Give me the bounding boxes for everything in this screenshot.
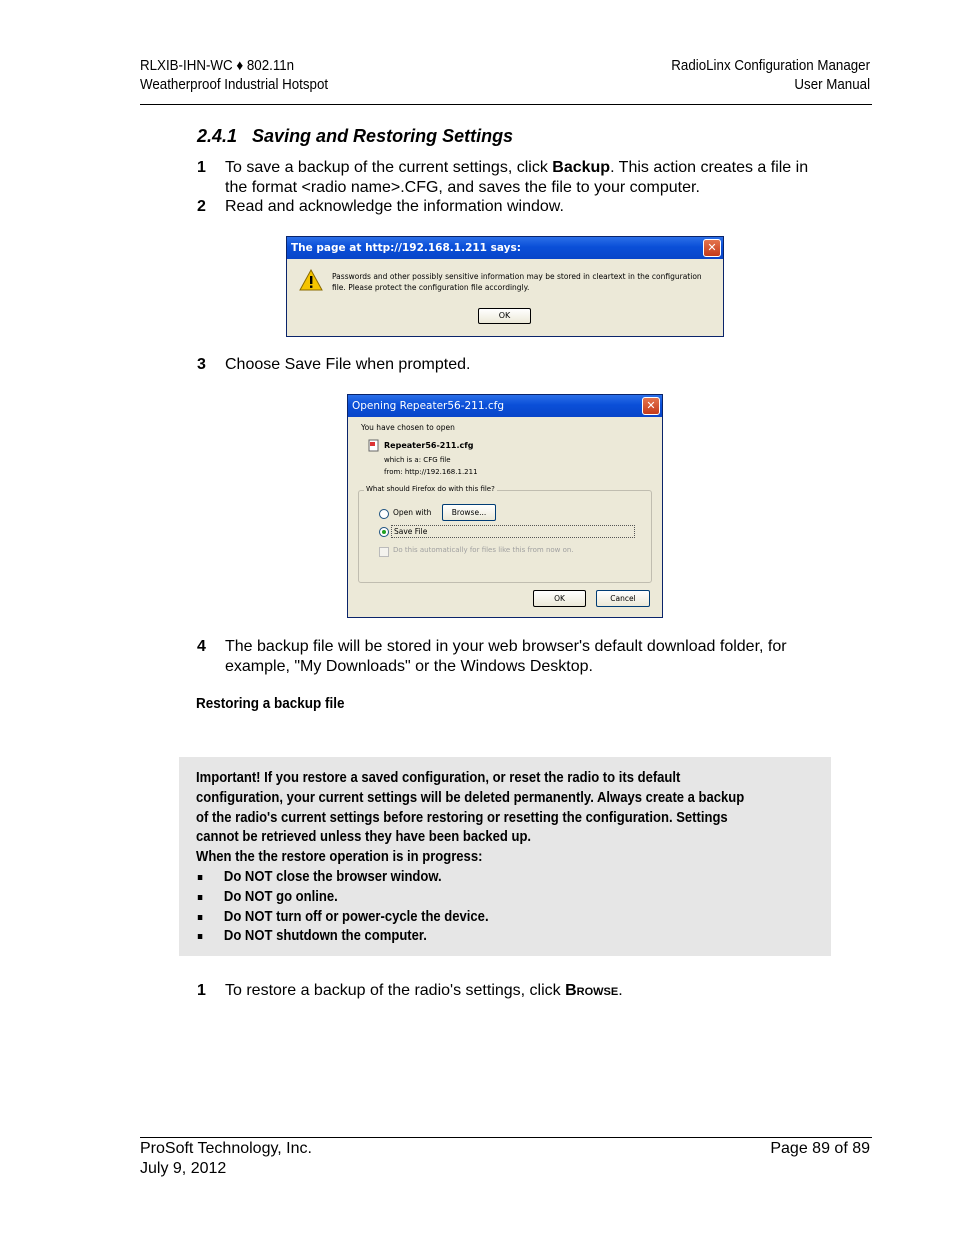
download-dialog [347,394,663,618]
important-lead: When the the restore operation is in progress: [196,849,483,866]
action-group-label: What should Firefox do with this file? [366,485,495,493]
chosen-label: You have chosen to open [361,423,455,432]
save-file-radio[interactable] [379,527,389,537]
important-note [179,757,831,956]
publish-date: July 9, 2012 [140,1159,227,1177]
step-text: To save a backup of the current settings, click Backup. This action creates a file in the format <radio name>.CFG, and saves the file to your computer. [225,159,809,196]
step-1-save [197,158,837,198]
step-number: 1 [197,982,206,999]
running-header-left [140,57,328,95]
ok-button[interactable]: OK [478,308,531,324]
step-number: 2 [197,198,206,215]
step-text: Choose Save File when prompted. [225,356,471,373]
warning-bullet: Do NOT turn off or power-cycle the device. [196,908,754,928]
manual-title: RadioLinx Configuration Manager [671,58,870,74]
save-file-label: Save File [391,525,635,538]
footer-rule [140,1137,872,1138]
step-text: Read and acknowledge the information window. [225,198,564,215]
alert-message: Passwords and other possibly sensitive information may be stored in cleartext in the configuration file. Please protect the configuration file accordingly. [332,272,702,292]
alert-titlebar: The page at http://192.168.1.211 says: [287,237,723,259]
step-number: 1 [197,159,206,176]
warning-bullet: Do NOT shutdown the computer. [196,927,754,947]
warning-bullet: Do NOT close the browser window. [196,868,754,888]
open-with-radio[interactable] [379,509,389,519]
warning-bullet: Do NOT go online. [196,888,754,908]
important-note-text [196,769,754,947]
running-header-right [671,57,870,95]
step-1-restore [197,981,837,1001]
file-icon [368,439,380,452]
download-titlebar: Opening Repeater56-211.cfg [348,395,662,417]
step-4-save [197,637,837,677]
backup-keyword: Backup [552,159,611,176]
filename: Repeater56-211.cfg [384,441,474,450]
open-with-label: Open with [393,508,432,517]
ok-button[interactable]: OK [533,590,586,607]
file-source: from: http://192.168.1.211 [384,468,478,476]
cancel-button[interactable]: Cancel [596,590,650,607]
browse-button[interactable]: Browse... [442,504,496,521]
product-name: Weatherproof Industrial Hotspot [140,77,329,93]
manual-type: User Manual [794,77,870,93]
footer-left [140,1139,312,1178]
step-2-save [197,197,837,217]
close-icon[interactable]: ✕ [642,397,660,415]
page-number: Page 89 of 89 [770,1140,870,1157]
alert-dialog [286,236,724,337]
company-name: ProSoft Technology, Inc. [140,1140,312,1157]
step-text: To restore a backup of the radio's settings, click Browse. [225,982,623,999]
header-rule [140,104,872,105]
restore-heading: Restoring a backup file [196,695,345,712]
auto-checkbox[interactable] [379,547,389,557]
close-icon[interactable]: ✕ [703,239,721,257]
auto-label: Do this automatically for files like this from now on. [393,546,574,554]
warning-icon [299,269,323,291]
step-number: 3 [197,356,206,373]
step-text: The backup file will be stored in your web browser's default download folder, for example, "My Downloads" or the Windows Desktop. [225,638,787,675]
step-number: 4 [197,638,206,655]
step-3-save [197,355,837,375]
browse-keyword: Browse [565,982,619,999]
important-paragraph: Important! If you restore a saved configuration, or reset the radio to its default configuration, your current settings will be deleted permanently. Always create a backup of the radio's current settings before restoring or resetting the configuration. Settings cannot be retrieved unless they have been backed up. [196,770,745,846]
section-title: 2.4.1 Saving and Restoring Settings [197,126,514,146]
product-code: RLXIB-IHN-WC ♦ 802.11n [140,58,295,74]
file-type: which is a: CFG file [384,456,451,464]
